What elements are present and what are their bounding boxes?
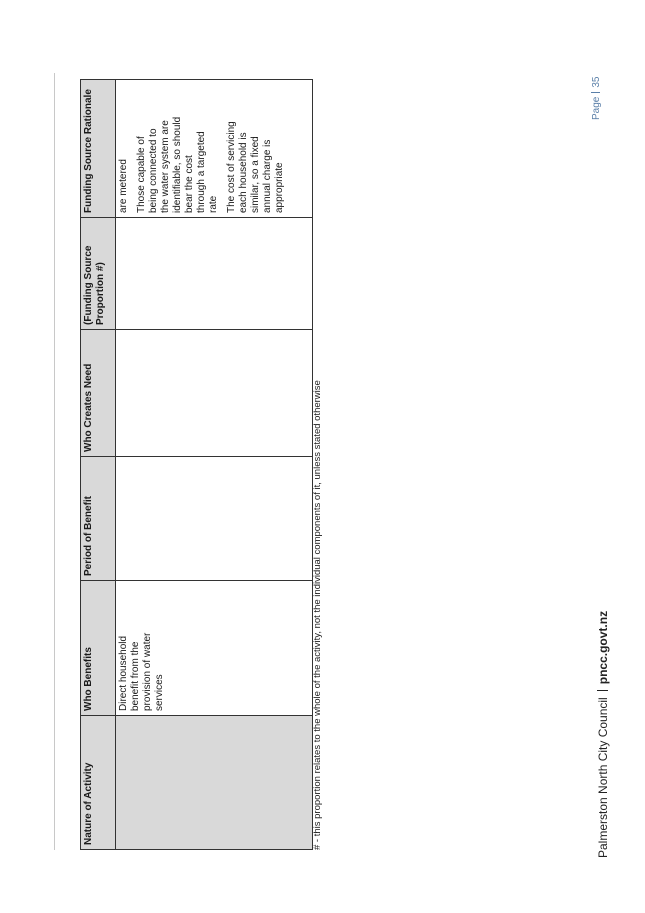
table-header-row (81, 80, 116, 850)
rationale-line: rate (208, 195, 219, 213)
rationale-line: through a targeted (196, 131, 207, 213)
rationale-line: The cost of servicing (226, 121, 237, 213)
cell-funding-source-rationale (116, 80, 313, 218)
header-who-creates-need: Who Creates Need (81, 330, 116, 457)
header-nature-of-activity: Nature of Activity (81, 716, 116, 850)
rationale-line: are metered (118, 159, 129, 213)
cell-period-of-benefit (116, 457, 313, 581)
who-benefits-line: Direct household (118, 635, 129, 711)
page-label: Page (591, 96, 602, 120)
cell-nature-of-activity (116, 716, 313, 850)
cell-who-creates-need (116, 330, 313, 457)
rationale-line: Those capable of (136, 136, 147, 213)
rationale-line: appropriate (274, 162, 285, 213)
who-benefits-line: provision of water (142, 632, 153, 711)
funding-table (80, 79, 313, 850)
rationale-line: identifiable, so should (172, 116, 183, 213)
header-period-of-benefit: Period of Benefit (81, 457, 116, 581)
rationale-line: each household is (238, 132, 249, 213)
page-number-separator (591, 92, 600, 93)
page-number (591, 77, 602, 120)
cell-who-benefits (116, 581, 313, 716)
table-row (116, 80, 313, 850)
header-funding-source-rationale: Funding Source Rationale (81, 80, 116, 218)
footer-org-name: Palmerston North City Council (596, 697, 610, 858)
page-number-value: 35 (591, 76, 602, 88)
footer-website-link[interactable]: pncc.govt.nz (596, 610, 610, 685)
who-benefits-line: benefit from the (130, 641, 141, 711)
header-funding-source-proportion: (Funding Source Proportion #) (81, 218, 116, 330)
rationale-line: similar, so a fixed (250, 136, 261, 213)
rationale-line: the water system are (160, 120, 171, 213)
rationale-line: annual charge is (262, 139, 273, 213)
page-border-rule (54, 73, 55, 850)
rotated-page-content (80, 80, 340, 850)
rationale-line: being connected to (148, 128, 159, 213)
rationale-line: bear the cost (184, 155, 195, 213)
who-benefits-line: services (154, 674, 165, 711)
page-footer (596, 611, 610, 858)
footer-separator (597, 690, 608, 691)
header-who-benefits: Who Benefits (81, 581, 116, 716)
cell-funding-source-proportion (116, 218, 313, 330)
table-footnote: # - this proportion relates to the whole of the activity, not the individual components of it, unless stated otherwise (312, 380, 323, 850)
